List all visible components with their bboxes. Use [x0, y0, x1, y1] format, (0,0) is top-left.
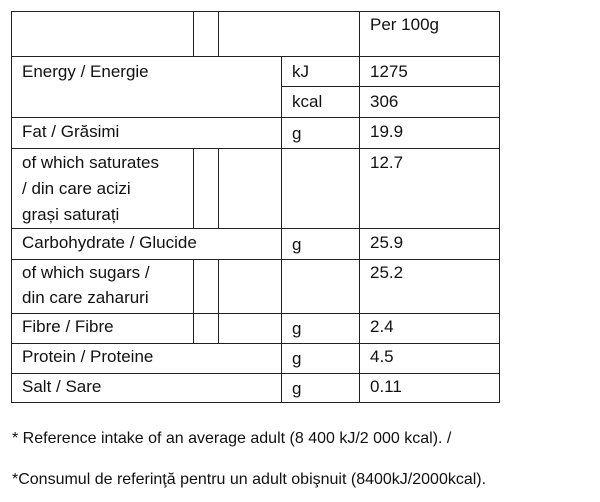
- protein-label: Protein / Proteine: [22, 347, 154, 366]
- saturates-label-line-2: / din care acizi: [22, 179, 131, 198]
- saturates-label-line-1: of which saturates: [22, 153, 160, 172]
- fat-label: Fat / Grăsimi: [22, 122, 120, 141]
- sugars-split-divider-2: [218, 259, 219, 313]
- energy-label: Energy / Energie: [22, 62, 149, 81]
- header-split-divider-1: [193, 11, 194, 56]
- protein-unit: g: [292, 349, 302, 368]
- energy-kcal-unit: kcal: [292, 92, 323, 111]
- sugars-value: 25.2: [370, 263, 404, 282]
- protein-value: 4.5: [370, 347, 394, 366]
- saturates-split-divider-1: [193, 148, 194, 228]
- energy-kj-value: 1275: [370, 62, 408, 81]
- table-border-left: [11, 11, 12, 403]
- carbohydrate-label: Carbohydrate / Glucide: [22, 233, 197, 252]
- salt-value: 0.11: [370, 377, 402, 396]
- fibre-label: Fibre / Fibre: [22, 317, 114, 336]
- saturates-split-divider-2: [218, 148, 219, 228]
- salt-unit: g: [292, 379, 302, 398]
- carbohydrate-value: 25.9: [370, 233, 404, 252]
- reference-intake-footnote-english: * Reference intake of an average adult (8 400 kJ/2 000 kcal). /: [12, 430, 452, 447]
- per-100g-header: Per 100g: [370, 15, 439, 34]
- saturates-label-line-3: grași saturați: [22, 205, 120, 224]
- table-border-bottom: [11, 402, 500, 403]
- row-divider-fat: [11, 117, 500, 118]
- fibre-unit: g: [292, 319, 302, 338]
- carbohydrate-unit: g: [292, 235, 302, 254]
- row-divider-carbohydrate: [11, 228, 500, 229]
- fibre-value: 2.4: [370, 317, 394, 336]
- column-divider-unit: [281, 56, 282, 403]
- energy-kj-unit: kJ: [292, 62, 309, 81]
- fat-unit: g: [292, 124, 302, 143]
- reference-intake-footnote-romanian: *Consumul de referinţă pentru un adult obişnuit (8400kJ/2000kcal).: [12, 471, 487, 488]
- fibre-split-divider-1: [193, 313, 194, 343]
- sugars-label-line-1: of which sugars /: [22, 263, 150, 282]
- row-divider-kcal: [281, 86, 500, 87]
- sugars-split-divider-1: [193, 259, 194, 313]
- nutrition-table: [11, 11, 500, 403]
- fat-value: 19.9: [370, 122, 404, 141]
- header-split-divider-2: [218, 11, 219, 56]
- sugars-label-line-2: din care zaharuri: [22, 288, 149, 307]
- row-divider-header: [11, 56, 500, 57]
- fibre-split-divider-2: [218, 313, 219, 343]
- row-divider-saturates: [11, 148, 500, 149]
- energy-kcal-value: 306: [370, 92, 399, 111]
- table-border-right: [499, 11, 500, 403]
- salt-label: Salt / Sare: [22, 377, 102, 396]
- column-divider-value: [359, 11, 360, 403]
- saturates-value: 12.7: [370, 153, 404, 172]
